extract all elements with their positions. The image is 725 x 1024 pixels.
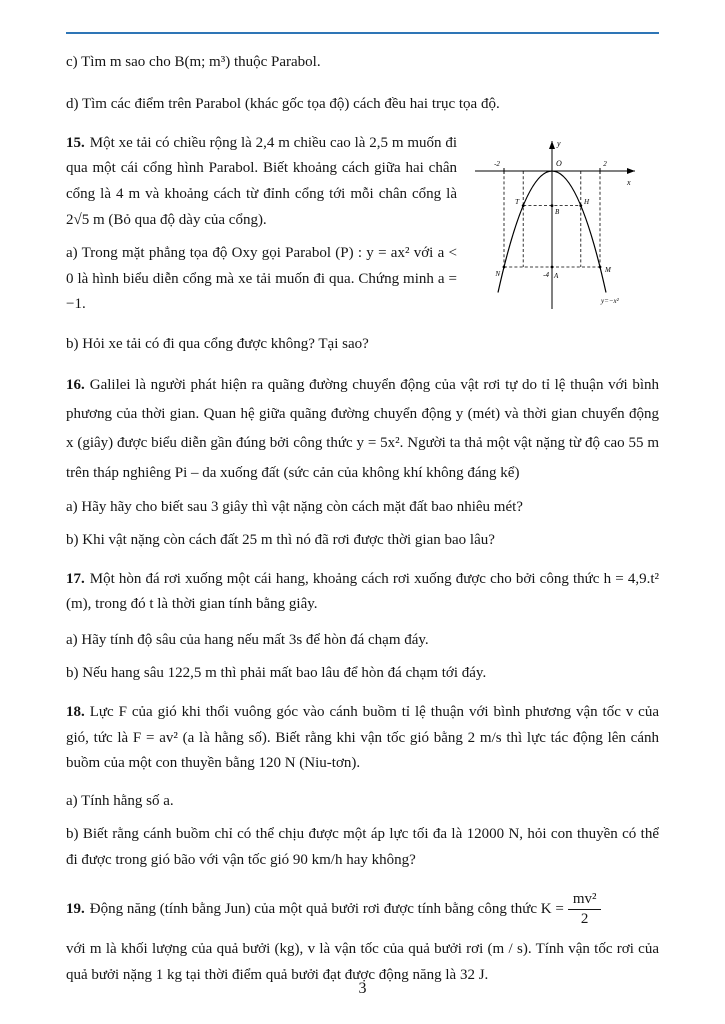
problem-19-intro xyxy=(66,891,659,929)
figure-point-T: T xyxy=(515,197,519,206)
figure-tick-bottom: -4 xyxy=(543,270,549,279)
problem-15 xyxy=(66,131,659,358)
parabola-figure xyxy=(467,133,659,319)
formula-numerator: mv² xyxy=(568,891,602,910)
problem-19-text-before-formula: Động năng (tính bằng Jun) của một quả bưởi rơi được tính bằng công thức K = xyxy=(89,900,564,917)
item-c: c) Tìm m sao cho B(m; m³) thuộc Parabol. xyxy=(66,54,321,70)
figure-tick-left: -2 xyxy=(494,159,500,168)
page-number: 3 xyxy=(358,980,367,997)
figure-point-N: N xyxy=(495,269,500,278)
problem-18-part-a: a) Tính hằng số a. xyxy=(66,793,174,810)
figure-point-M: M xyxy=(605,265,611,274)
problem-17 xyxy=(66,567,659,687)
problem-17-part-a: a) Hãy tính độ sâu của hang nếu mất 3s để hòn đá chạm đáy. xyxy=(66,632,429,649)
problem-16-part-a: a) Hãy hãy cho biết sau 3 giây thì vật nặng còn cách mặt đất bao nhiêu mét? xyxy=(66,498,523,515)
formula-denominator: 2 xyxy=(580,910,589,927)
figure-curve-label: y=−x² xyxy=(601,296,619,305)
problem-17-number: 17. xyxy=(66,570,85,587)
kinetic-energy-formula xyxy=(568,891,602,929)
figure-point-B: B xyxy=(555,207,560,216)
problem-16 xyxy=(66,371,659,554)
figure-point-A: A xyxy=(554,271,559,280)
item-d: d) Tìm các điểm trên Parabol (khác gốc tọa độ) cách đều hai trục tọa độ. xyxy=(66,95,500,112)
problem-17-intro xyxy=(66,567,659,619)
problem-19-text-after-formula: với m là khối lượng của quả bưởi (kg), v là vận tốc của quả bưởi rơi (m / s). Tính vận tốc rơi của quả bưởi nặng 1 kg tại thời điểm quả bưởi đạt được động năng là 32 J. xyxy=(66,941,659,983)
problem-19-number: 19. xyxy=(66,900,85,917)
problem-18-intro xyxy=(66,700,659,777)
figure-origin-label: O xyxy=(556,158,562,168)
problem-15-part-b: b) Hỏi xe tải có đi qua cổng được không? Tại sao? xyxy=(66,336,369,353)
problem-15-part-a: a) Trong mặt phẳng tọa độ Oxy gọi Parabol (P) : y = ax² với a < 0 là hình biểu diễn cổng mà xe tải muốn đi qua. Chứng minh a = −1. xyxy=(66,244,457,313)
problem-16-text: Galilei là người phát hiện ra quãng đường chuyển động của vật rơi tự do tỉ lệ thuận với bình phương của thời gian. Quan hệ giữa quãng đường chuyển động y (mét) và thời gian chuyển động x (giây) được biểu diễn gần đúng bởi công thức y = 5x². Người ta thả một vật nặng từ độ cao 55 m trên tháp nghiêng Pi – da xuống đất (sức cản của không khí không đáng kể) xyxy=(66,376,659,481)
header-rule xyxy=(66,32,659,34)
problem-15-number: 15. xyxy=(66,134,85,151)
problem-16-intro xyxy=(66,371,659,488)
problem-16-number: 16. xyxy=(66,376,85,393)
problem-18-number: 18. xyxy=(66,703,85,720)
figure-tick-right: 2 xyxy=(603,159,607,168)
figure-x-axis-label: x xyxy=(627,177,631,187)
figure-y-axis-label: y xyxy=(557,138,561,148)
parabola-gate-diagram xyxy=(467,133,659,319)
problem-18-part-b: b) Biết rằng cánh buồm chỉ có thể chịu được một áp lực tối đa là 12000 N, hỏi con thuyền có thể đi được trong gió bão với vận tốc gió 90 km/h hay không? xyxy=(66,825,659,868)
problem-19 xyxy=(66,891,659,989)
problem-18-text: Lực F của gió khi thổi vuông góc vào cánh buồm tỉ lệ thuận với bình phương vận tốc v của gió, tức là F = av² (a là hằng số). Biết rằng khi vận tốc gió bằng 2 m/s thì lực tác động lên cánh buồm của một con thuyền bằng 120 N (Niu-tơn). xyxy=(66,703,659,772)
problem-16-part-b: b) Khi vật nặng còn cách đất 25 m thì nó đã rơi được thời gian bao lâu? xyxy=(66,531,495,548)
problem-17-part-b: b) Nếu hang sâu 122,5 m thì phải mất bao lâu để hòn đá chạm tới đáy. xyxy=(66,664,487,681)
problem-17-text: Một hòn đá rơi xuống một cái hang, khoảng cách rơi xuống được cho bởi công thức h = 4,9.t² (m), trong đó t là thời gian tính bằng giây. xyxy=(66,570,659,613)
problem-15-text: Một xe tải có chiều rộng là 2,4 m chiều cao là 2,5 m muốn đi qua một cái cổng hình Parabol. Biết khoảng cách giữa hai chân cổng là 4 m và khoảng cách từ đỉnh cổng tới mỗi chân cổng là 2√5 m (Bỏ qua độ dày của cổng). xyxy=(66,134,457,228)
figure-point-H: H xyxy=(584,197,590,206)
problem-18 xyxy=(66,700,659,874)
